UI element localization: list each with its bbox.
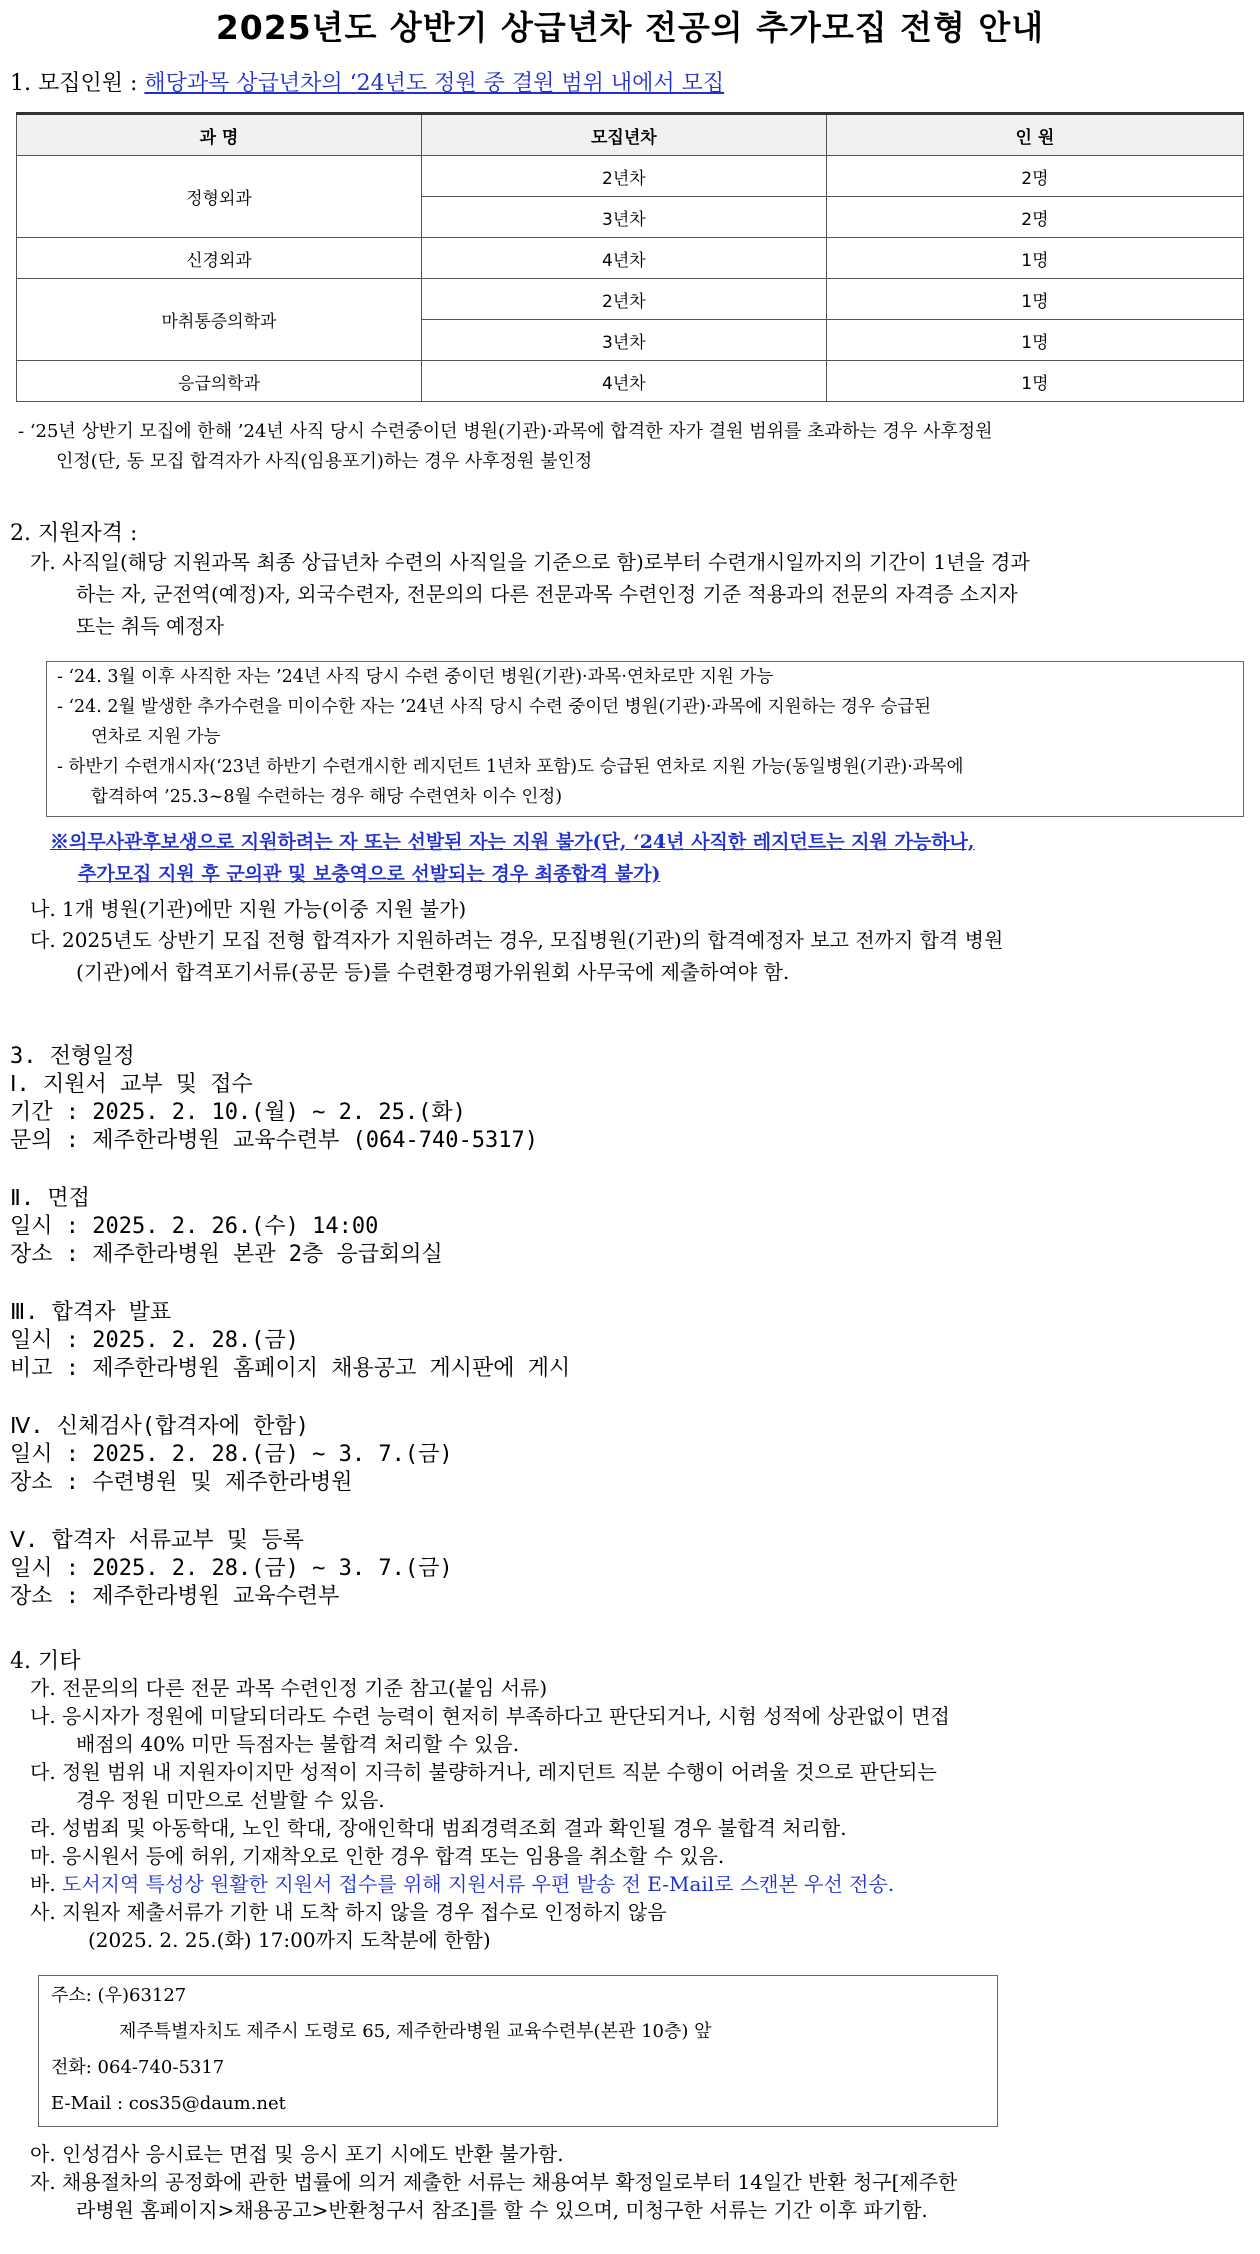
email-line[interactable]: E-Mail : cos35@daum.net [51,2093,286,2114]
schedule-line: 기간 : 2025. 2. 10.(월) ~ 2. 25.(화) [10,1100,466,1125]
text-line: ※의무사관후보생으로 지원하려는 자 또는 선발된 자는 지원 불가(단, ‘24년 사직한 레지던트는 지원 가능하나, [50,831,975,853]
section4-items [30,1674,1245,1954]
schedule-title: Ⅴ. 합격자 서류교부 및 등록 [10,1528,304,1553]
box-line: - 하반기 수련개시자(‘23년 하반기 수련개시한 레지던트 1년차 포함)도 승급된 연차로 지원 가능(동일병원(기관)·과목에 [57,757,964,777]
quota-table [16,112,1244,402]
schedule-title: Ⅰ. 지원서 교부 및 접수 [10,1072,253,1097]
text-line: 다. 2025년도 상반기 모집 전형 합격자가 지원하려는 경우, 모집병원(기관)의 합격예정자 보고 전까지 합격 병원 [30,928,1004,952]
schedule-line: 장소 : 제주한라병원 본관 2층 응급회의실 [10,1242,443,1267]
count-cell: 1명 [826,238,1243,279]
text-line: 마. 응시원서 등에 허위, 기재착오로 인한 경우 합격 또는 임용을 취소할 수 있음. [30,1844,725,1868]
section1-heading [10,66,724,97]
address-line: 제주특별자치도 제주시 도령로 65, 제주한라병원 교육수련부(본관 10층) 앞 [119,2021,712,2042]
box-line: - ‘24. 3월 이후 사직한 자는 ’24년 사직 당시 수련 중이던 병원(기관)·과목·연차로만 지원 가능 [57,667,774,687]
email-notice: 도서지역 특성상 원활한 지원서 접수를 위해 지원서류 우편 발송 전 E-Mail로 스캔본 우선 전송. [62,1872,895,1896]
section4-heading: 4. 기타 [10,1649,81,1674]
section2-item-ga [30,546,1245,642]
year-cell: 3년차 [421,320,826,361]
count-cell: 1명 [826,320,1243,361]
schedule-line: 장소 : 제주한라병원 교육수련부 [10,1584,340,1609]
text-line [30,1870,1245,1898]
box-line: 연차로 지원 가능 [91,727,221,747]
text-line: 다. 정원 범위 내 지원자이지만 성적이 지극히 불량하거나, 레지던트 직분 수행이 어려울 것으로 판단되는 [30,1760,937,1784]
text-line: 나. 응시자가 정원에 미달되더라도 수련 능력이 현저히 부족하다고 판단되거나, 시험 성적에 상관없이 면접 [30,1704,950,1728]
section1-note [18,417,1243,477]
count-cell: 2명 [826,156,1243,197]
military-warning [50,826,975,890]
schedule-title: Ⅲ. 합격자 발표 [10,1300,172,1325]
box-line: - ‘24. 2월 발생한 추가수련을 미이수한 자는 ’24년 사직 당시 수련 중이던 병원(기관)·과목에 지원하는 경우 승급된 [57,697,932,717]
quota-table-header [17,114,1244,156]
section3-heading: 3. 전형일정 [10,1044,135,1069]
item-prefix: 바. [30,1872,63,1896]
year-cell: 2년차 [421,279,826,320]
contact-box [38,1975,998,2127]
text-line: 라. 성범죄 및 아동학대, 노인 학대, 장애인학대 범죄경력조회 결과 확인될 경우 불합격 처리함. [30,1816,847,1840]
schedule-line: 장소 : 수련병원 및 제주한라병원 [10,1470,353,1495]
text-line: 가. 전문의의 다른 전문 과목 수련인정 기준 참고(붙임 서류) [30,1676,548,1700]
schedule-line: 일시 : 2025. 2. 28.(금) [10,1328,299,1353]
text-line: (2025. 2. 25.(화) 17:00까지 도착분에 한함) [88,1928,491,1952]
text-line: 추가모집 지원 후 군의관 및 보충역으로 선발되는 경우 최종합격 불가) [78,863,661,885]
text-line: 가. 사직일(해당 지원과목 최종 상급년차 수련의 사직일을 기준으로 함)로부터 수련개시일까지의 기간이 1년을 경과 [30,550,1030,574]
eligibility-notes-box [46,661,1244,817]
text-line: 하는 자, 군전역(예정)자, 외국수련자, 전문의의 다른 전문과목 수련인정 기준 적용과의 전문의 자격증 소지자 [76,582,1018,606]
header-dept: 과 명 [17,114,422,156]
text-line: 또는 취득 예정자 [76,614,224,638]
text-line: 자. 채용절차의 공정화에 관한 법률에 의거 제출한 서류는 채용여부 확정일로부터 14일간 반환 청구[제주한 [30,2170,958,2194]
page-title: 2025년도 상반기 상급년차 전공의 추가모집 전형 안내 [215,8,1045,47]
table-row [17,238,1244,279]
text-line: 사. 지원자 제출서류가 기한 내 도착 하지 않을 경우 접수로 인정하지 않음 [30,1900,667,1924]
year-cell: 2년차 [421,156,826,197]
table-row [17,361,1244,402]
schedule-line: 일시 : 2025. 2. 28.(금) ~ 3. 7.(금) [10,1442,453,1467]
schedule-line: 문의 : 제주한라병원 교육수련부 (064-740-5317) [10,1128,538,1153]
year-cell: 4년차 [421,361,826,402]
address-postal: 주소: (우)63127 [51,1985,187,2006]
schedule-line: 일시 : 2025. 2. 28.(금) ~ 3. 7.(금) [10,1556,453,1581]
text-line: 배점의 40% 미만 득점자는 불합격 처리할 수 있음. [76,1732,520,1756]
count-cell: 1명 [826,279,1243,320]
text-line: 경우 정원 미만으로 선발할 수 있음. [76,1788,385,1812]
count-cell: 1명 [826,361,1243,402]
section1-note-line: 인정(단, 동 모집 합격자가 사직(임용포기)하는 경우 사후정원 불인정 [56,451,593,472]
dept-cell: 마취통증의학과 [17,279,422,361]
phone-line: 전화: 064-740-5317 [51,2057,225,2078]
schedule-title: Ⅳ. 신체검사(합격자에 한함) [10,1414,310,1439]
table-row [17,156,1244,197]
schedule-line: 일시 : 2025. 2. 26.(수) 14:00 [10,1214,379,1239]
header-count: 인 원 [826,114,1243,156]
year-cell: 3년차 [421,197,826,238]
schedule-title: Ⅱ. 면접 [10,1186,90,1211]
section2-item-na: 나. 1개 병원(기관)에만 지원 가능(이중 지원 불가) [30,897,467,921]
section1-heading-label: 1. 모집인원 : [10,71,145,96]
text-line: 라병원 홈페이지>채용공고>반환청구서 참조]를 할 수 있으며, 미청구한 서류는 기간 이후 파기함. [76,2198,928,2222]
text-line: (기관)에서 합격포기서류(공문 등)를 수련환경평가위원회 사무국에 제출하여야 함. [76,960,790,984]
section1-quota-link[interactable]: 해당과목 상급년차의 ‘24년도 정원 중 결원 범위 내에서 모집 [144,71,725,96]
section2-item-da [30,924,1003,988]
dept-cell: 응급의학과 [17,361,422,402]
schedule-line: 비고 : 제주한라병원 홈페이지 채용공고 게시판에 게시 [10,1356,571,1381]
dept-cell: 신경외과 [17,238,422,279]
table-row [17,279,1244,320]
count-cell: 2명 [826,197,1243,238]
section4-items-end [30,2140,957,2224]
header-year: 모집년차 [421,114,826,156]
section2-heading: 2. 지원자격 : [10,521,138,546]
year-cell: 4년차 [421,238,826,279]
section1-note-line: - ‘25년 상반기 모집에 한해 ’24년 사직 당시 수련중이던 병원(기관)·과목에 합격한 자가 결원 범위를 초과하는 경우 사후정원 [18,421,993,442]
text-line: 아. 인성검사 응시료는 면접 및 응시 포기 시에도 반환 불가함. [30,2142,564,2166]
box-line: 합격하여 ’25.3~8월 수련하는 경우 해당 수련연차 이수 인정) [91,787,563,807]
dept-cell: 정형외과 [17,156,422,238]
